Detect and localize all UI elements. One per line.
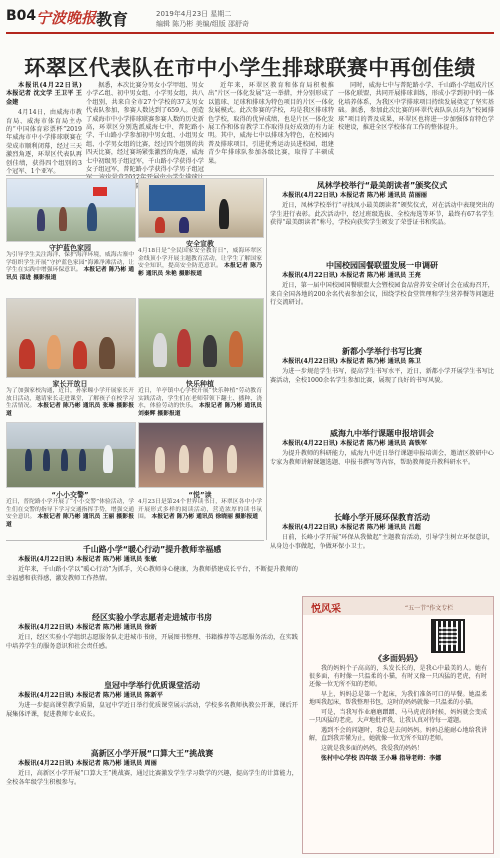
photo-title: “小小交警”: [51, 491, 89, 499]
photo-title: 家长开放日: [52, 380, 88, 388]
photo-caption: 近日，羊亭镇中心学校开展“快乐种植”劳动教育实践活动，学生们在老师带领下翻土、播种、浇水，体验劳动的快乐。 本报记者 陈乃彬 通讯员 刘秦辉 摄影报道: [138, 388, 262, 417]
lead-paragraph: 近年来，环翠区教育和体育局积极推出“片区一体化发展”这一举措，并分别形成了以篮球、足球和排球为特色项目的片区一体化发展模式。此次参赛的学校，均是我区排球特色学校，取得的优异成绩，也是片区一体化发展工作和体育教学工作取得良好成效的有力证明。其中，威海七中以排球为特色，在校园内普及排球项目，引进优秀运动员进校园，组建青少年排球队参加各级比赛，取得了丰硕成果。: [208, 82, 334, 165]
lead-article-col-1: [6, 82, 82, 176]
article-body: 本报讯(4月22日讯) 本报记者 陈乃彬 通讯员 高铁军 为提升教师的科研能力，威海九中近日举行课题申报培训会，邀请区教研中心专家为教师讲解课题选题、申报书撰写等内容，帮助教师提升教科研水平。: [270, 440, 494, 466]
photo-title: “悦”读: [188, 491, 212, 499]
essay-title: 《多面妈妈》: [374, 654, 422, 663]
photo-caption: 4月23日是第24个世界读书日，环翠区各中小学开展形式多样的阅读活动，营造浓厚的读书氛围。 本报记者 陈乃彬 通讯员 徐晓丽 摄影报道: [138, 499, 262, 521]
article-body: 本报讯(4月22日讯) 本报记者 陈乃彬 通讯员 徐新 近日，经区实验小学组织志愿服务队走进城市书房，开展图书整理、书籍推荐等志愿服务活动，在实践中培养学生的服务意识和社会责任感。: [6, 624, 298, 650]
lead-article-col-2: [86, 82, 204, 182]
photo-safety-education: [138, 178, 264, 238]
article-body: 本报讯(4月22日讯) 本报记者 陈乃彬 通讯员 吕超 日前，长峰小学开展“环保从我做起”主题教育活动，引导学生树立环保意识，从身边小事做起，争做环保小卫士。: [270, 524, 494, 550]
column-header: [303, 597, 493, 615]
photo-happy-planting: [138, 298, 264, 378]
article-body: 本报讯(4月22日讯) 本报记者 陈乃彬 通讯员 张敏 近年来，千山路小学以“暖心行动”为抓手，关心教师身心健康，为教师搭建成长平台，不断提升教师的幸福感和获得感，激发教师工作热情。: [6, 556, 298, 582]
lead-byline: 本报讯(4月22日讯) 本报记者 沈文学 王卫平 王金建: [6, 82, 82, 106]
article-title: 经区实验小学志愿者走进城市书房: [92, 613, 212, 622]
page-number: B04: [6, 8, 37, 24]
page-header: [6, 6, 494, 34]
photo-title: 快乐种植: [186, 380, 214, 388]
photo-title: 安全宣教: [186, 240, 214, 248]
column-box: [302, 596, 494, 854]
article-title: 新都小学举行书写比赛: [342, 347, 422, 356]
qr-code-icon: [431, 619, 465, 653]
article-title: 威海九中举行课题申报培训会: [330, 429, 434, 438]
photo-blue-home: [6, 178, 136, 242]
section-title: 教育: [96, 10, 129, 29]
lead-article-col-4: [338, 82, 494, 172]
lead-paragraph: 据悉，本次比赛分男女小学甲组、男女小学乙组、初中男女组、小学男女组，共八个组别，共来自全市27个学校的37支男女代表队参加，参赛人数达到了659人。创造了威海市中小学排球联赛参赛人数的历史新高，环翠区分别选派威海七中、普陀路小学、千山路小学参加初中男女组、小组男女组、小学男女组的比赛，经过四个组别的共四天比赛，经过赛场紧张激烈的角逐，威海七中初级男子组冠军，千山路小学获得小学女子组冠军，普陀路小学获得小学男子组冠 12: [86, 82, 204, 182]
divider: [6, 540, 264, 541]
divider: [266, 178, 267, 540]
photo-caption: 为引导学生关注海洋、保护海洋环境，威海古寨中学组织学生开展“守护蓝色家园”海滩净滩活动，让学生在实践中增强环保意识。 本报记者 陈乃彬 通讯员 邵进 摄影报道: [6, 252, 134, 281]
date-line: 2019年4月23日 星期二: [156, 10, 232, 18]
article-title: 高新区小学开展“口算大王”挑战赛: [90, 749, 214, 758]
photo-title: 守护蓝色家园: [49, 244, 91, 252]
essay-body: 我的妈妈个子高高的，头发长长的，是我心中最美的人。她有很多面，有时像一只温柔的小猫，有时又像一只凶猛的老虎，有时还像一位无所不知的老师。 早上，妈妈总是第一个起床，为我们准备可口的早餐。她温柔地叫我起床，帮我整理书包，这时的妈妈就像一只温柔的小猫。 可是，当我写作业磨磨蹭蹭、马马虎虎的时候，妈妈就会变成一只凶猛的老虎，大声地批评我，让我认真对待每一道题。 遇到不会的问题时，我总是去问妈妈。妈妈总能耐心地给我讲解，直到我弄懂为止，她就像一位无所不知的老师。 这就是我多面的妈妈，我爱我的妈妈！ 张村中心学校 四年级 王小琳 指导老师：李娜: [309, 665, 487, 762]
photo-caption: 为了加强家校沟通，近日，孙家疃小学开展家长开放日活动，邀请家长走进课堂，了解孩子在校学习生活情况。 本报记者 陈乃彬 通讯员 张琳 摄影报道: [6, 388, 134, 417]
article-body: 本报讯(4月22日讯) 本报记者 陈乃彬 通讯员 陈卫 为进一步规范学生书写，提高学生书写水平，近日，新都小学开展学生书写比赛活动，全校1000余名学生参加比赛，展现了良好的书写风貌。: [270, 358, 494, 384]
photo-little-police: [6, 422, 136, 488]
article-title: 凤林学校举行“最美朗读者”颁奖仪式: [316, 181, 448, 190]
lead-paragraph: 同时，威海七中与普陀路小学、千山路小学组成片区一体化联盟，共同开展排球训练，形成小学到初中的一体化培养体系，为我区中学排球项目持续发展奠定了坚实基础。据悉，参加此次比赛的环翠代表队队员均为“校园排球”项目的普及成果，环翠区也将进一步加强体育特色学校建设，推进全区学校体育工作的整体提升。: [338, 82, 494, 132]
paper-logo: 宁波晚报: [36, 9, 97, 27]
photo-reading: [138, 422, 264, 488]
article-title: 长峰小学开展环保教育活动: [334, 513, 430, 522]
lead-article-col-3: [208, 82, 334, 172]
article-body: 本报讯(4月22日讯) 本报记者 陈乃彬 通讯员 王亮 近日，第一届中国校园国餐联盟大会暨校园食品营养安全研讨会在威海召开，来自全国各地的200余名代表参加会议，围绕学校食堂管理和学生营养餐等问题进行交流研讨。: [270, 272, 494, 307]
lead-paragraph: 4月14日，由威海市教育局、威海市体育局主办的“中国体育彩票杯”2019年威海市中小学排球联赛在荣成市顺利闭幕，经过三天激烈角逐，环翠区代表队再创佳绩，获得四个组别的3个冠军、1个亚军。: [6, 109, 82, 176]
article-body: 本报讯(4月22日讯) 本报记者 陈乃彬 通讯员 周丽 近日，高新区小学开展“口算大王”挑战赛，通过比赛激发学生学习数学的兴趣，提高学生的计算能力，全校各年级学生积极参与。: [6, 760, 298, 786]
page-headline: 环翠区代表队在市中小学生排球联赛中再创佳绩: [24, 56, 476, 80]
article-title: 千山路小学“暖心行动”提升教师幸福感: [82, 545, 222, 554]
article-title: 中国校园国餐联盟发展一申调研: [326, 261, 438, 270]
article-title: 皇冠中学举行优质课堂活动: [104, 681, 200, 690]
column-title: 悦风采: [311, 604, 341, 615]
column-subtitle: “五一节”作文专栏: [405, 605, 454, 612]
photo-caption: 近日，普陀路小学开展了“小小交警”体验活动，学生们在交警的指导下学习交通指挥手势，增强交通安全意识。 本报记者 陈乃彬 通讯员 王丽 摄影报道: [6, 499, 134, 528]
article-body: 本报讯(4月22日讯) 本报记者 陈乃彬 通讯员 苗丽丽 近日，凤林学校举行“寻找凤小最美朗读者”颁奖仪式，对在活动中表现突出的学生进行表彰。此次活动中，经过班级选拔、全校海选等环节，最终有67名学生获得“最美朗读者”称号，学校向获奖学生颁发了荣誉证书和奖品。: [270, 192, 494, 227]
photo-caption: 4月18日是“全民国家安全教育日”，威海环翠区金线顶小学开展主题教育活动，让学生了解国家安全知识，提高安全防范意识。 本报记者 陈乃彬 通讯员 朱艳 摄影报道: [138, 248, 262, 277]
photo-parents-day: [6, 298, 136, 378]
staff-line: 编辑 陈乃彬 美编/组版 邵舒奇: [156, 20, 250, 28]
divider: [6, 175, 494, 176]
article-body: 本报讯(4月22日讯) 本报记者 陈乃彬 通讯员 陈新平 为进一步提高课堂教学质量，皇冠中学近日举行优质课堂展示活动，学校多名教师执教公开课，课后开展集体评课，促进教师专业成长。: [6, 692, 298, 718]
